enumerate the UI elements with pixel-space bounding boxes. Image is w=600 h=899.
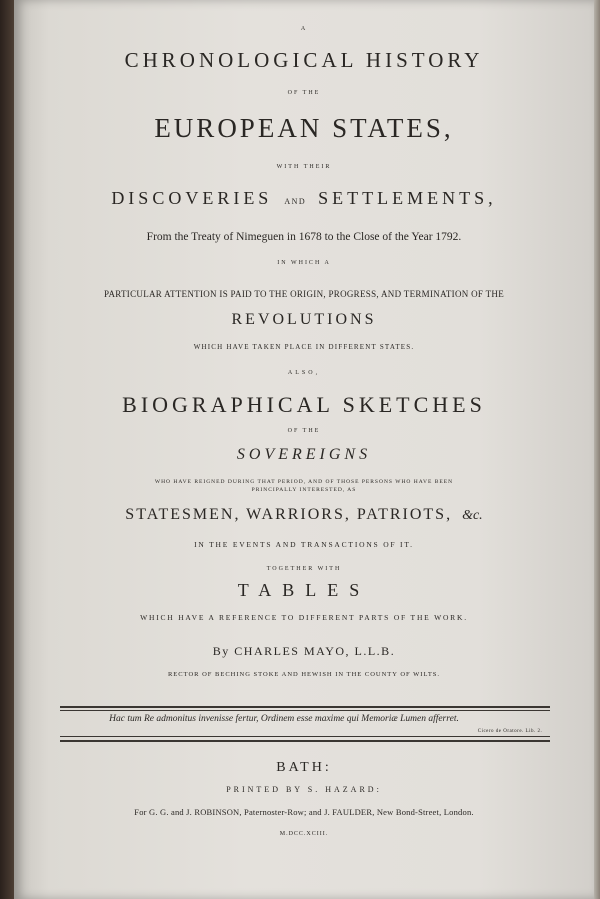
of-the-2: OF THE — [287, 428, 321, 434]
epigraph: Hac tum Re admonitus invenisse fertur, Ordinem esse maxime qui Memoriæ Lumen afferret. — [109, 714, 459, 724]
place: BATH: — [276, 760, 332, 775]
discoveries-line — [14, 188, 594, 209]
particular-attention: PARTICULAR ATTENTION IS PAID TO THE ORIGIN, PROGRESS, AND TERMINATION OF THE — [103, 289, 505, 299]
author: By CHARLES MAYO, L.L.B. — [212, 644, 396, 658]
also: ALSO, — [287, 370, 321, 376]
who-have-reigned-2: PRINCIPALLY INTERESTED, AS — [251, 487, 357, 493]
title-line-1: CHRONOLOGICAL HISTORY — [124, 48, 484, 72]
and: AND — [284, 197, 307, 206]
rule-top — [60, 706, 550, 708]
of-the-1: OF THE — [287, 90, 321, 96]
sovereigns: SOVEREIGNS — [236, 446, 372, 463]
for-publishers: For G. G. and J. ROBINSON, Paternoster-Row; and J. FAULDER, New Bond-Street, London. — [134, 807, 474, 817]
rule-bottom-inner — [60, 736, 550, 737]
rule-bottom — [60, 740, 550, 742]
biographical-sketches: BIOGRAPHICAL SKETCHES — [122, 392, 486, 417]
from-treaty: From the Treaty of Nimeguen in 1678 to the Close of the Year 1792. — [146, 231, 462, 243]
with-their: WITH THEIR — [276, 164, 332, 170]
tables: TABLES — [237, 580, 371, 600]
together-with: TOGETHER WITH — [266, 566, 342, 572]
in-the-events: IN THE EVENTS AND TRANSACTIONS OF IT. — [194, 540, 414, 549]
epigraph-source: Cicero de Oratore. Lib. 2. — [477, 729, 543, 734]
which-have-reference: WHICH HAVE A REFERENCE TO DIFFERENT PARTS OF THE WORK. — [140, 613, 468, 622]
discoveries: DISCOVERIES — [111, 188, 273, 208]
revolutions: REVOLUTIONS — [231, 311, 377, 328]
etc: &c. — [462, 508, 483, 523]
who-have-reigned-1: WHO HAVE REIGNED DURING THAT PERIOD, AND OF THOSE PERSONS WHO HAVE BEEN — [154, 479, 454, 485]
title-page — [14, 0, 594, 899]
in-which-a: IN WHICH A — [277, 260, 331, 266]
settlements: SETTLEMENTS, — [318, 188, 497, 208]
rule-top-inner — [60, 710, 550, 711]
rector: RECTOR OF BECHING STOKE AND HEWISH IN THE COUNTY OF WILTS. — [167, 671, 441, 678]
title-line-2: EUROPEAN STATES, — [154, 113, 454, 143]
year: M.DCC.XCIII. — [279, 831, 329, 837]
statesmen: STATESMEN, WARRIORS, PATRIOTS, — [125, 506, 453, 523]
which-have-taken-place: WHICH HAVE TAKEN PLACE IN DIFFERENT STATES. — [193, 343, 415, 351]
printed-by: PRINTED BY S. HAZARD: — [226, 785, 382, 794]
statesmen-line — [14, 506, 594, 524]
page-edge — [594, 0, 600, 899]
article-a: A — [300, 26, 308, 32]
